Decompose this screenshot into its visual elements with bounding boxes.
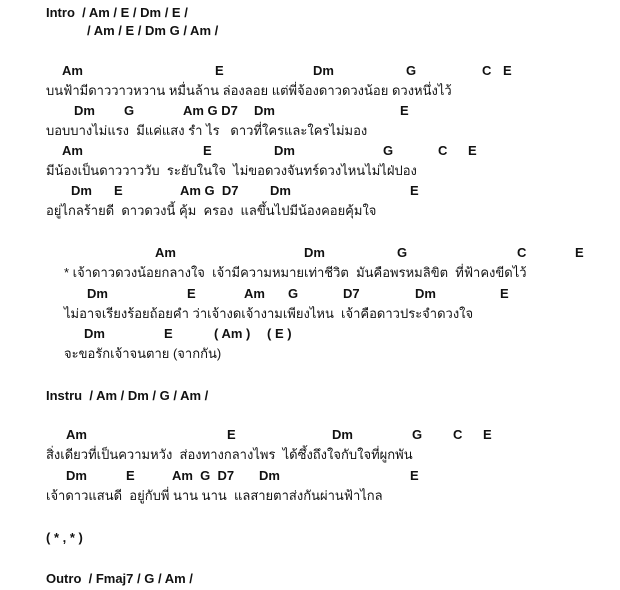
chord: D7 — [343, 286, 360, 301]
chord: E — [483, 427, 492, 442]
chord: Dm — [254, 103, 275, 118]
chord: E — [468, 143, 477, 158]
chord: E — [203, 143, 212, 158]
chord: Dm — [66, 468, 87, 483]
chord: Dm — [270, 183, 291, 198]
chord: Dm — [84, 326, 105, 341]
chord: C — [453, 427, 463, 442]
chord: E — [503, 63, 512, 78]
intro-line-1: Intro / Am / E / Dm / E / — [46, 5, 188, 20]
chord: Am — [244, 286, 265, 301]
chord: E — [500, 286, 509, 301]
chord: E — [187, 286, 196, 301]
chord: Dm — [87, 286, 108, 301]
chord: Dm — [332, 427, 353, 442]
chord: E — [164, 326, 173, 341]
repeat-marker: ( * , * ) — [46, 530, 83, 545]
intro-line-2: / Am / E / Dm G / Am / — [87, 23, 219, 38]
chord: Am — [62, 143, 83, 158]
chord: Dm — [415, 286, 436, 301]
chord: Dm — [74, 103, 95, 118]
chord: E — [410, 183, 419, 198]
chord: Dm — [274, 143, 295, 158]
chord: E — [575, 245, 584, 260]
chord: Am G D7 — [183, 103, 238, 118]
lyric-line: สิ่งเดียวที่เป็นความหวัง ส่องทางกลางไพร ได้ซึ้งถึงใจกับใจที่ผูกพัน — [46, 447, 413, 462]
lyric-line: อยู่ไกลร้ายดี ดาวดวงนี้ คุ้ม ครอง แลขึ้นไปมีน้องคอยคุ้มใจ — [46, 203, 377, 218]
chord: C — [517, 245, 527, 260]
lyric-line: มีน้องเป็นดาววาววับ ระยับในใจ ไม่ขอดวงจันทร์ดวงไหนไม่ไฝ่ปอง — [46, 163, 417, 178]
chord: Am G D7 — [172, 468, 235, 483]
chord: Am — [66, 427, 87, 442]
chord: G — [412, 427, 423, 442]
chord: G — [397, 245, 408, 260]
outro-line: Outro / Fmaj7 / G / Am / — [46, 571, 193, 586]
chord: Dm — [71, 183, 92, 198]
chord: C — [438, 143, 448, 158]
chord: E — [215, 63, 224, 78]
instrumental-line: Instru / Am / Dm / G / Am / — [46, 388, 209, 403]
lyric-line: ไม่อาจเรียงร้อยถ้อยคำ ว่าเจ้างดเจ้างามเพียงไหน เจ้าคือดาวประจำดวงใจ — [64, 306, 474, 321]
chord: E — [126, 468, 135, 483]
chord: C — [482, 63, 492, 78]
chord: E — [114, 183, 123, 198]
chord: Am — [155, 245, 176, 260]
chord: E — [227, 427, 236, 442]
chord: Am — [62, 63, 83, 78]
lyric-line: เจ้าดาวแสนดี อยู่กับพี่ นาน นาน แลสายตาส่งกันผ่านฟ้าไกล — [46, 488, 383, 503]
chord: Dm — [259, 468, 280, 483]
chord: Dm — [313, 63, 334, 78]
chord: G — [288, 286, 299, 301]
chord: G — [383, 143, 394, 158]
chord: E — [410, 468, 419, 483]
chord: Am G D7 — [180, 183, 239, 198]
chord: E — [400, 103, 409, 118]
chord: ( E ) — [267, 326, 292, 341]
chord: ( Am ) — [214, 326, 251, 341]
lyric-line: จะขอรักเจ้าจนตาย (จากกัน) — [64, 346, 222, 361]
lyric-line: บอบบางไม่แรง มีแค่แสง รำ ไร ดาวที่ใครและใครไม่มอง — [46, 123, 368, 138]
lyric-line: * เจ้าดาวดวงน้อยกลางใจ เจ้ามีความหมายเท่าชีวิต มันคือพรหมลิขิต ที่ฟ้าคงขีดไว้ — [64, 265, 527, 280]
chord: G — [406, 63, 417, 78]
chord: Dm — [304, 245, 325, 260]
chord: G — [124, 103, 135, 118]
lyric-line: บนฟ้ามีดาววาวหวาน หมื่นล้าน ล่องลอย แต่พี่จ้องดาวดวงน้อย ดวงหนึ่งไว้ — [46, 83, 452, 98]
